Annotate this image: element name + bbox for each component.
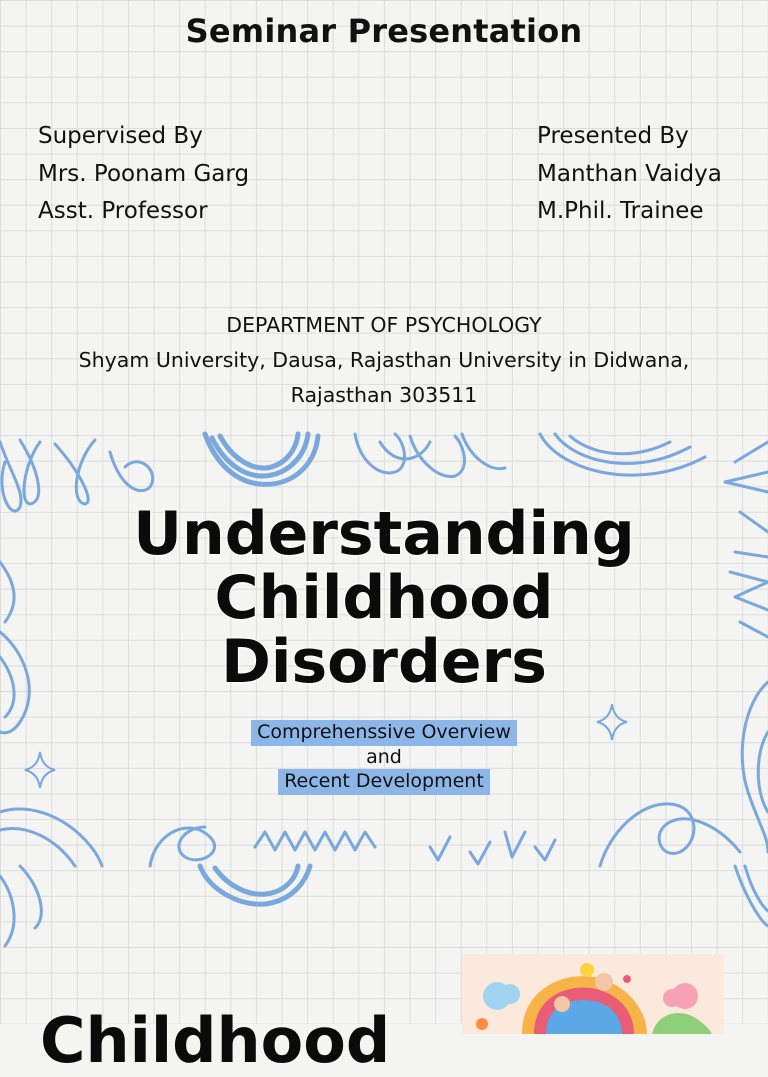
scribble-checkmarks [430, 832, 555, 864]
supervisor-name: Mrs. Poonam Garg [38, 160, 250, 187]
presenter-role: M.Phil. Trainee [537, 198, 704, 224]
scribble-bottom-swirl [150, 827, 215, 866]
slide-seminar-info [0, 0, 768, 432]
subtitle-line2: and [366, 745, 402, 768]
scribble-blob-top [205, 434, 318, 484]
department-address-line2: Rajasthan 303511 [290, 383, 478, 407]
scribble-top-middle [355, 434, 505, 477]
scribble-bottom-left [0, 809, 102, 866]
scribble-slide3-blob [200, 866, 310, 904]
colorful-kids-illustration [462, 954, 724, 1034]
presenter-name: Manthan Vaidya [537, 160, 722, 187]
presenter-heading: Presented By [537, 123, 689, 149]
scribble-zigzag [255, 832, 375, 850]
department-name: DEPARTMENT OF PSYCHOLOGY [226, 313, 542, 337]
main-title-line2: Childhood [214, 563, 554, 633]
main-title [0, 499, 768, 697]
childhood-illustration [462, 954, 724, 1034]
supervisor-role: Asst. Professor [38, 198, 208, 224]
scribble-bottom-right [600, 804, 740, 866]
slide-title [0, 432, 768, 866]
supervisor-heading: Supervised By [38, 123, 203, 149]
slide-childhood-partial [0, 866, 768, 1077]
subtitle [0, 720, 768, 795]
main-title-line3: Disorders [221, 627, 547, 697]
scribble-top-right [540, 434, 705, 475]
presenter-block [537, 118, 722, 231]
scribble-slide3-left [0, 866, 41, 946]
slide3-title: Childhood [40, 1004, 391, 1077]
department-address-line1: Shyam University, Dausa, Rajasthan University in Didwana, [78, 348, 690, 372]
scribble-top-left [0, 440, 153, 511]
supervisor-block [38, 118, 249, 231]
main-title-line1: Understanding [133, 499, 635, 569]
subtitle-line3: Recent Development [278, 769, 490, 795]
seminar-title: Seminar Presentation [185, 12, 583, 50]
scribble-slide3-right [735, 866, 768, 926]
subtitle-line1: Comprehenssive Overview [251, 720, 517, 746]
department-block [0, 308, 768, 413]
